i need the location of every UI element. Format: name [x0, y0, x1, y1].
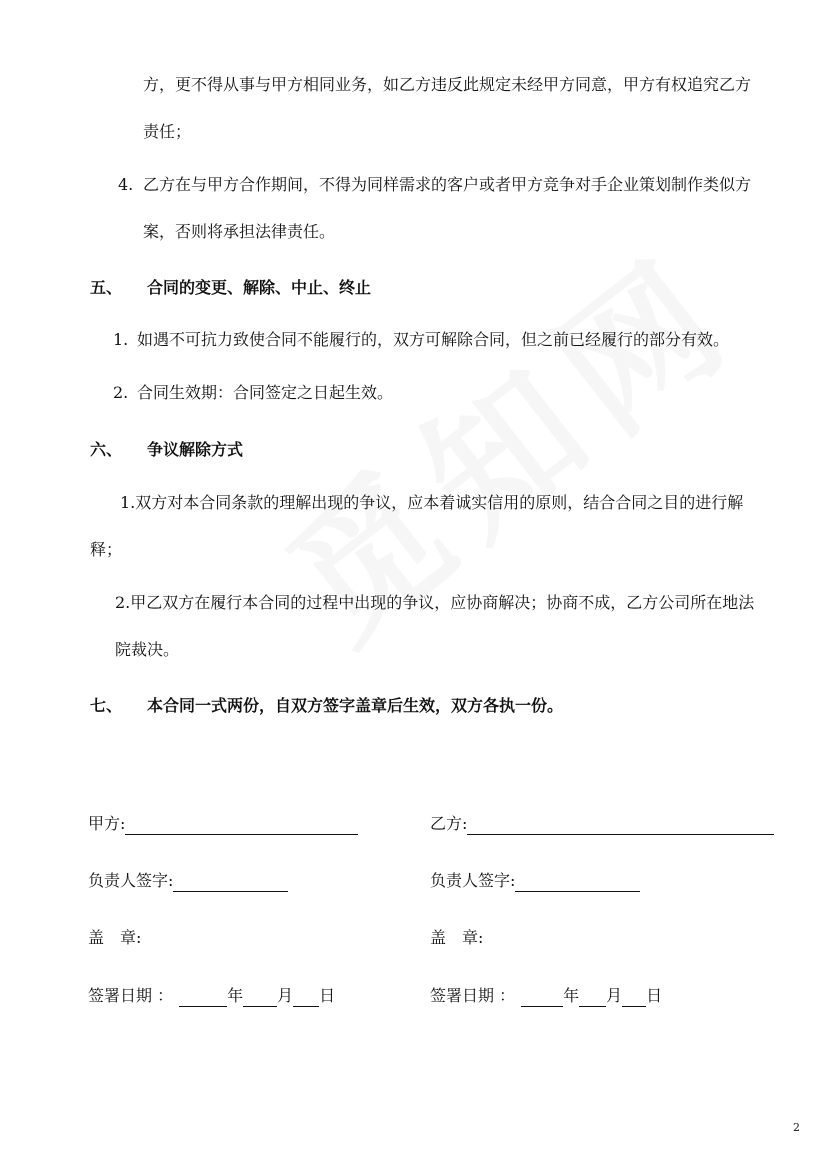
list-item: 如遇不可抗力致使合同不能履行的，双方可解除合同，但之前已经履行的部分有效。	[137, 330, 730, 349]
list-item: 合同生效期：合同签定之日起生效。	[137, 383, 394, 402]
item-number: 4.	[118, 175, 134, 194]
item-number: 1.	[113, 330, 129, 349]
signer-a-blank[interactable]	[173, 873, 288, 892]
paragraph-line: 院裁决。	[115, 640, 180, 659]
page-number: 2	[793, 1121, 800, 1134]
signer-b-blank[interactable]	[515, 873, 640, 892]
signer-b-field	[430, 870, 640, 892]
paragraph-line: 案，否则将承担法律责任。	[143, 222, 336, 241]
paragraph-line: 乙方在与甲方合作期间，不得为同样需求的客户或者甲方竞争对手企业策划制作类似方	[143, 175, 752, 194]
seal-a-label: 盖 章:	[88, 928, 142, 947]
item-number: 2.	[113, 383, 129, 402]
month-b-blank[interactable]	[579, 988, 606, 1007]
date-b-label: 签署日期 ：	[430, 986, 516, 1005]
day-label: 日	[646, 986, 663, 1005]
section-title: 合同的变更、解除、中止、终止	[147, 278, 372, 297]
date-a-label: 签署日期 ：	[88, 986, 174, 1005]
paragraph-line: 释；	[90, 540, 123, 559]
paragraph-line: 1.双方对本合同条款的理解出现的争议，应本着诚实信用的原则，结合合同之目的进行解	[120, 493, 744, 512]
paragraph-line: 2.甲乙双方在履行本合同的过程中出现的争议，应协商解决；协商不成，乙方公司所在地法	[115, 593, 755, 612]
section-number: 六、	[90, 440, 123, 459]
section-title: 争议解除方式	[147, 440, 244, 459]
section-title: 本合同一式两份，自双方签字盖章后生效，双方各执一份。	[147, 696, 564, 715]
party-a-blank[interactable]	[125, 816, 358, 835]
date-b-field	[430, 985, 662, 1007]
signer-a-label: 负责人签字:	[88, 871, 174, 890]
signer-a-field	[88, 870, 288, 892]
year-label: 年	[563, 986, 580, 1005]
party-b-label: 乙方:	[430, 814, 468, 833]
signer-b-label: 负责人签字:	[430, 871, 516, 890]
year-b-blank[interactable]	[521, 988, 563, 1007]
month-label: 月	[606, 986, 623, 1005]
party-b-blank[interactable]	[467, 816, 774, 835]
month-a-blank[interactable]	[243, 988, 277, 1007]
section-number: 七、	[90, 696, 123, 715]
section-number: 五、	[90, 278, 123, 297]
day-b-blank[interactable]	[622, 988, 646, 1007]
seal-b-label: 盖 章:	[430, 928, 484, 947]
year-label: 年	[227, 986, 244, 1005]
day-label: 日	[319, 986, 336, 1005]
party-a-label: 甲方:	[88, 814, 126, 833]
party-a-field	[88, 813, 358, 835]
paragraph-line: 责任；	[143, 122, 192, 141]
paragraph-line: 方，更不得从事与甲方相同业务，如乙方违反此规定未经甲方同意，甲方有权追究乙方	[143, 75, 752, 94]
month-label: 月	[277, 986, 294, 1005]
day-a-blank[interactable]	[293, 988, 319, 1007]
party-b-field	[430, 813, 774, 835]
date-a-field	[88, 985, 335, 1007]
year-a-blank[interactable]	[179, 988, 227, 1007]
